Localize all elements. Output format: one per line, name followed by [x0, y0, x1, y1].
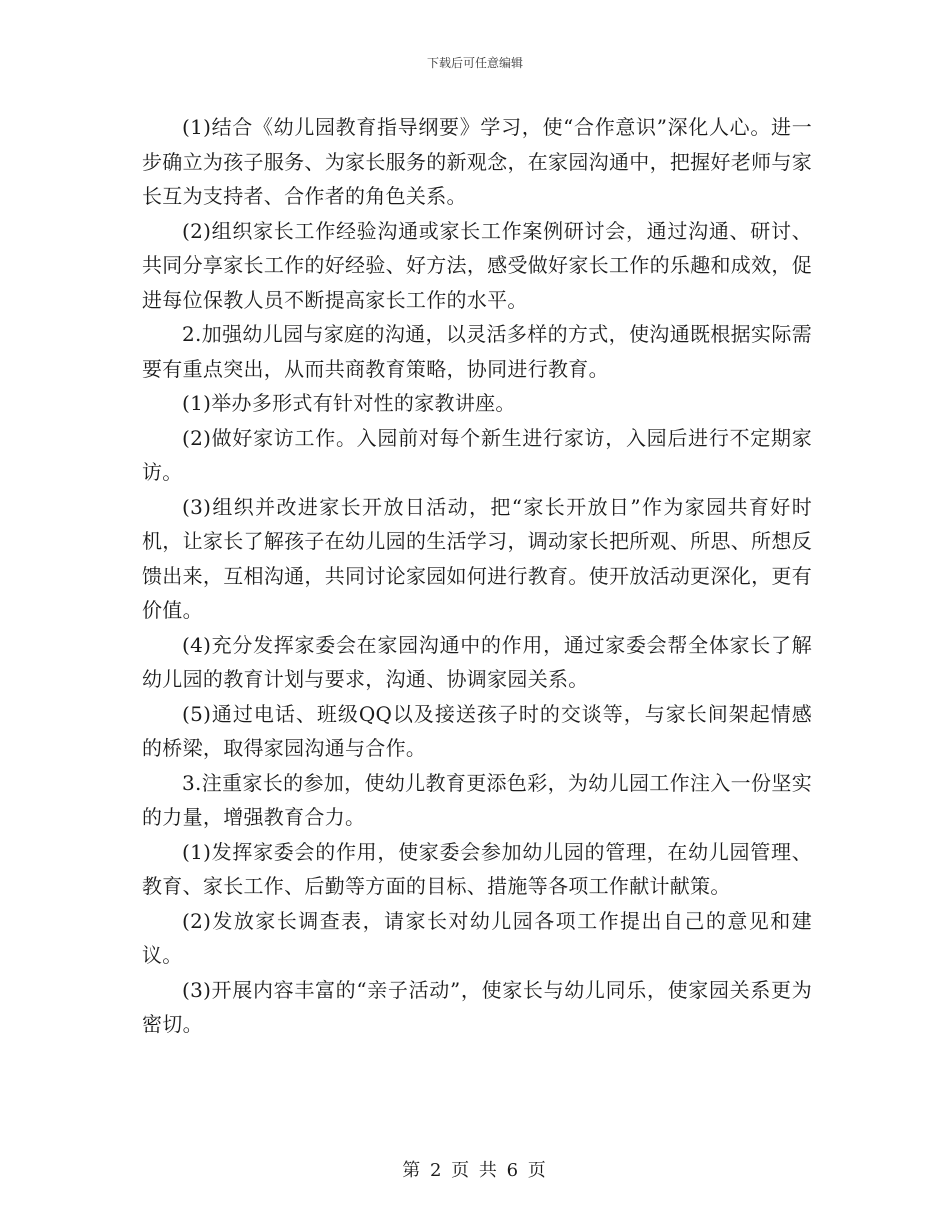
document-body	[142, 110, 812, 1042]
paragraph-3: 2.加强幼儿园与家庭的沟通，以灵活多样的方式，使沟通既根据实际需要有重点突出，从而共商教育策略，协同进行教育。	[142, 322, 812, 381]
page-number: 第 2 页 共 6 页	[402, 1160, 548, 1181]
paragraph-11: (2)发放家长调查表，请家长对幼儿园各项工作提出自己的意见和建议。	[142, 908, 812, 967]
paragraph-12: (3)开展内容丰富的“亲子活动”，使家长与幼儿同乐，使家园关系更为密切。	[142, 977, 812, 1036]
paragraph-1: (1)结合《幼儿园教育指导纲要》学习，使“合作意识”深化人心。进一步确立为孩子服务、为家长服务的新观念，在家园沟通中，把握好老师与家长互为支持者、合作者的角色关系。	[142, 115, 812, 208]
paragraph-2: (2)组织家长工作经验沟通或家长工作案例研讨会，通过沟通、研讨、共同分享家长工作的好经验、好方法，感受做好家长工作的乐趣和成效，促进每位保教人员不断提高家长工作的水平。	[142, 218, 812, 312]
paragraph-7: (4)充分发挥家委会在家园沟通中的作用，通过家委会帮全体家长了解幼儿园的教育计划与要求，沟通、协调家园关系。	[142, 632, 812, 691]
paragraph-5: (2)做好家访工作。入园前对每个新生进行家访，入园后进行不定期家访。	[142, 425, 812, 484]
paragraph-6: (3)组织并改进家长开放日活动，把“家长开放日”作为家园共育好时机，让家长了解孩子在幼儿园的生活学习，调动家长把所观、所思、所想反馈出来，互相沟通，共同讨论家园如何进行教育。使开放活动更深化，更有价值。	[142, 494, 812, 622]
page-header: 下载后可任意编辑	[426, 56, 523, 70]
paragraph-9: 3.注重家长的参加，使幼儿教育更添色彩，为幼儿园工作注入一份坚实的力量，增强教育合力。	[142, 770, 812, 829]
paragraph-8: (5)通过电话、班级QQ以及接送孩子时的交谈等，与家长间架起情感的桥梁，取得家园沟通与合作。	[142, 701, 812, 760]
paragraph-4: (1)举办多形式有针对性的家教讲座。	[182, 391, 516, 415]
paragraph-10: (1)发挥家委会的作用，使家委会参加幼儿园的管理，在幼儿园管理、教育、家长工作、后勤等方面的目标、措施等各项工作献计献策。	[142, 839, 812, 898]
